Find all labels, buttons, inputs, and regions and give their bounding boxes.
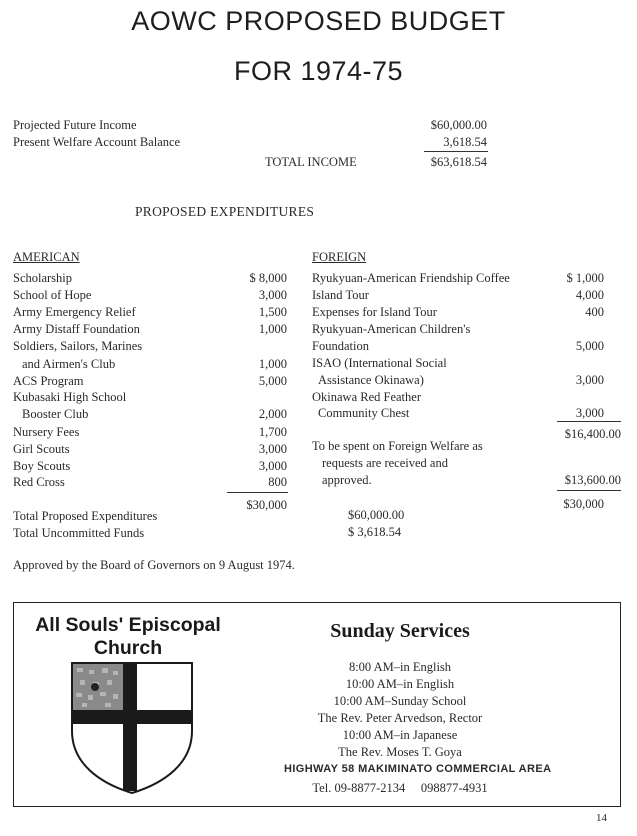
proposed-expenditures-heading: PROPOSED EXPENDITURES [135, 204, 315, 219]
foreign-amount: $ 1,000 [566, 271, 604, 285]
foreign-item: Ryukyuan-American Friendship Coffee [312, 271, 510, 285]
income-label-2: Present Welfare Account Balance [13, 135, 181, 149]
total-expenditures-label: Total Proposed Expenditures [13, 509, 158, 523]
page-number: 14 [596, 812, 607, 824]
foreign-amount: 4,000 [575, 288, 604, 302]
foreign-total-rule [557, 490, 621, 491]
sunday-services-title: Sunday Services [330, 620, 470, 642]
american-amount: 1,500 [258, 305, 287, 319]
church-name-line-1: All Souls' Episcopal [35, 614, 221, 636]
american-amount: 5,000 [258, 374, 287, 388]
american-amount: 3,000 [258, 459, 287, 473]
service-line: The Rev. Peter Arvedson, Rector [317, 711, 483, 725]
foreign-amount: 400 [585, 305, 604, 319]
american-amount: 1,000 [258, 357, 287, 371]
foreign-item: Expenses for Island Tour [312, 305, 437, 319]
service-line: The Rev. Moses T. Goya [338, 745, 462, 759]
foreign-item: Okinawa Red Feather [312, 390, 421, 404]
foreign-amount: 5,000 [575, 339, 604, 353]
total-income-amount: $63,618.54 [430, 155, 487, 169]
american-amount: $ 8,000 [249, 271, 287, 285]
foreign-item: Community Chest [318, 406, 410, 420]
american-amount: 2,000 [258, 407, 287, 421]
american-item: School of Hope [13, 288, 92, 302]
american-item: Army Distaff Foundation [13, 322, 140, 336]
foreign-welfare-amount: $13,600.00 [564, 473, 621, 487]
american-total-rule [227, 492, 288, 493]
total-uncommitted-amount: $ 3,618.54 [348, 525, 402, 539]
income-amount-2: 3,618.54 [443, 135, 487, 149]
american-item: Boy Scouts [13, 459, 71, 473]
foreign-heading: FOREIGN [312, 250, 367, 264]
american-item: Booster Club [22, 407, 89, 421]
church-phone: Tel. 09-8877-2134 098877-4931 [312, 781, 488, 795]
american-amount: 3,000 [258, 442, 287, 456]
service-line: 8:00 AM–in English [348, 660, 452, 674]
american-item: Red Cross [13, 475, 65, 489]
total-income-label: TOTAL INCOME [265, 155, 357, 169]
foreign-subtotal-rule [557, 421, 621, 422]
foreign-amount: 3,000 [575, 373, 604, 387]
service-line: 10:00 AM–Sunday School [333, 694, 467, 708]
foreign-item: Island Tour [312, 288, 369, 302]
american-item: ACS Program [13, 374, 84, 388]
foreign-welfare-line-3: approved. [322, 473, 372, 487]
church-advertisement [13, 602, 621, 807]
american-item: and Airmen's Club [22, 357, 116, 371]
american-item: Scholarship [13, 271, 73, 285]
foreign-item: Assistance Okinawa) [318, 373, 424, 387]
foreign-welfare-line-2: requests are received and [322, 456, 448, 470]
foreign-amount: 3,000 [575, 406, 604, 420]
american-item: Army Emergency Relief [13, 305, 136, 319]
american-item: Kubasaki High School [13, 390, 127, 404]
american-item: Soldiers, Sailors, Marines [13, 339, 143, 353]
approved-note: Approved by the Board of Governors on 9 August 1974. [13, 558, 295, 572]
income-amount-1: $60,000.00 [430, 118, 487, 132]
foreign-welfare-line-1: To be spent on Foreign Welfare as [312, 439, 483, 453]
american-total: $30,000 [246, 498, 287, 512]
church-address: HIGHWAY 58 MAKIMINATO COMMERCIAL AREA [284, 763, 552, 775]
american-heading: AMERICAN [13, 250, 80, 264]
foreign-subtotal: $16,400.00 [564, 427, 621, 441]
american-item: Nursery Fees [13, 425, 80, 439]
american-amount: 1,700 [258, 425, 287, 439]
foreign-item: ISAO (International Social [312, 356, 447, 370]
total-uncommitted-label: Total Uncommitted Funds [13, 526, 145, 540]
foreign-item: Ryukyuan-American Children's [312, 322, 471, 336]
service-line: 10:00 AM–in English [345, 677, 455, 691]
income-rule [424, 151, 488, 152]
foreign-item: Foundation [312, 339, 369, 353]
american-amount: 800 [268, 475, 287, 489]
income-label-1: Projected Future Income [13, 118, 137, 132]
total-expenditures-amount: $60,000.00 [348, 508, 405, 522]
service-line: 10:00 AM–in Japanese [342, 728, 458, 742]
american-amount: 3,000 [258, 288, 287, 302]
title-line-1: AOWC PROPOSED BUDGET [131, 6, 506, 36]
episcopal-shield-icon [69, 661, 195, 795]
foreign-total: $30,000 [563, 497, 604, 511]
american-amount: 1,000 [258, 322, 287, 336]
title-line-2: FOR 1974-75 [233, 56, 404, 86]
american-item: Girl Scouts [13, 442, 70, 456]
church-name-line-2: Church [93, 637, 163, 659]
